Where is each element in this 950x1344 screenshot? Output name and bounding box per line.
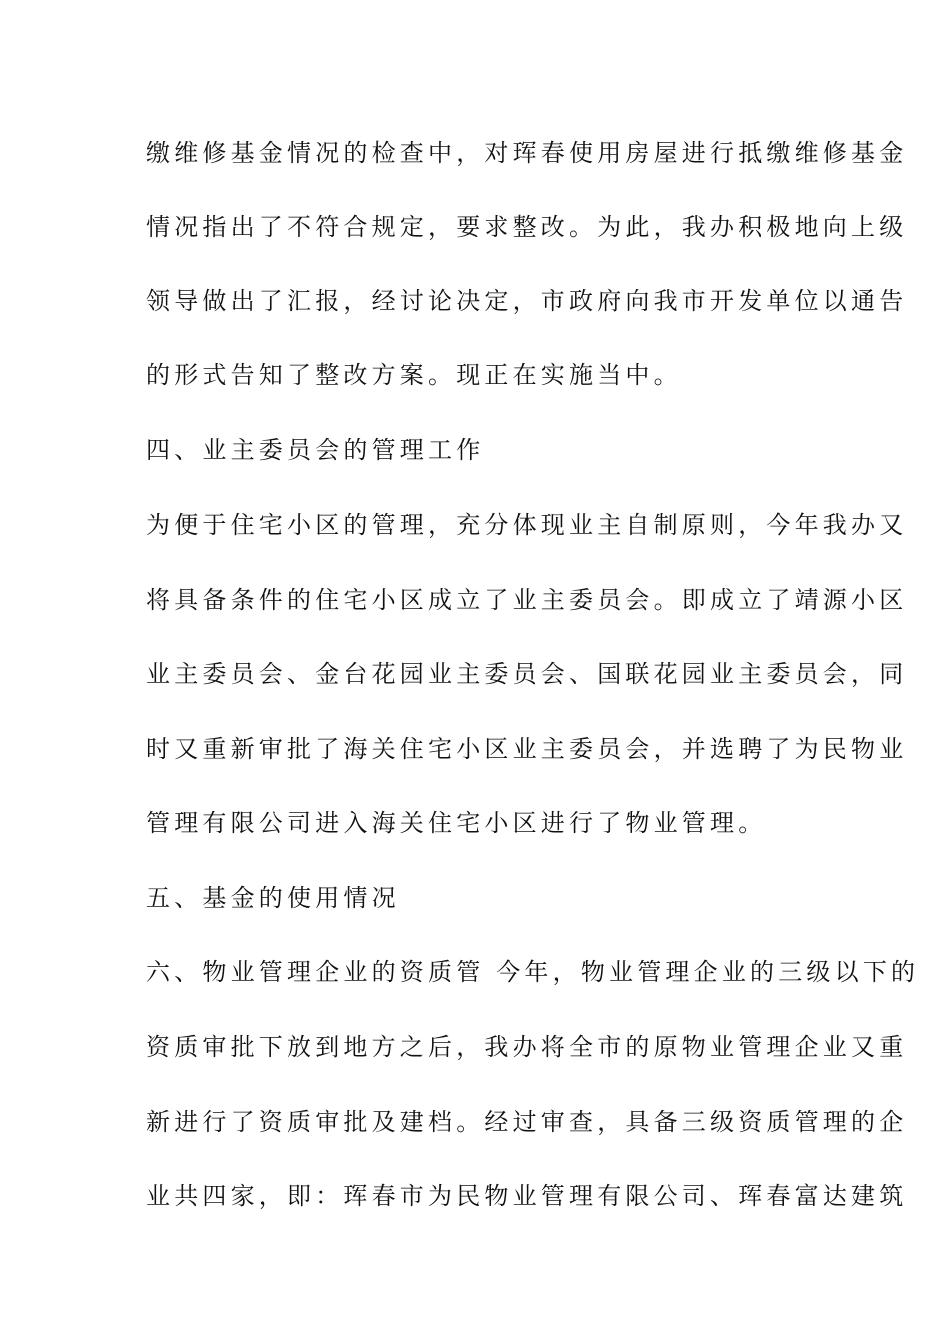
paragraph-line: 六、物业管理企业的资质管 今年，物业管理企业的三级以下的 [146, 958, 920, 986]
paragraph-line: 新进行了资质审批及建档。经过审查，具备三级资质管理的企 [146, 1108, 908, 1136]
paragraph-line: 时又重新审批了海关住宅小区业主委员会，并选聘了为民物业 [146, 735, 908, 763]
paragraph-line: 业主委员会、金台花园业主委员会、国联花园业主委员会，同 [146, 660, 908, 688]
paragraph-line: 领导做出了汇报，经讨论决定，市政府向我市开发单位以通告 [146, 287, 908, 315]
paragraph-line: 情况指出了不符合规定，要求整改。为此，我办积极地向上级 [146, 213, 908, 241]
paragraph-line: 为便于住宅小区的管理，充分体现业主自制原则，今年我办又 [146, 511, 908, 539]
paragraph-line: 资质审批下放到地方之后，我办将全市的原物业管理企业又重 [146, 1033, 908, 1061]
section-heading: 四、业主委员会的管理工作 [146, 436, 485, 464]
section-heading: 五、基金的使用情况 [146, 884, 400, 912]
paragraph-line: 管理有限公司进入海关住宅小区进行了物业管理。 [146, 809, 767, 837]
paragraph-line: 缴维修基金情况的检查中，对珲春使用房屋进行抵缴维修基金 [146, 139, 908, 167]
paragraph-line: 业共四家，即：珲春市为民物业管理有限公司、珲春富达建筑 [146, 1182, 908, 1210]
paragraph-line: 将具备条件的住宅小区成立了业主委员会。即成立了靖源小区 [146, 586, 908, 614]
paragraph-line: 的形式告知了整改方案。现正在实施当中。 [146, 361, 682, 389]
